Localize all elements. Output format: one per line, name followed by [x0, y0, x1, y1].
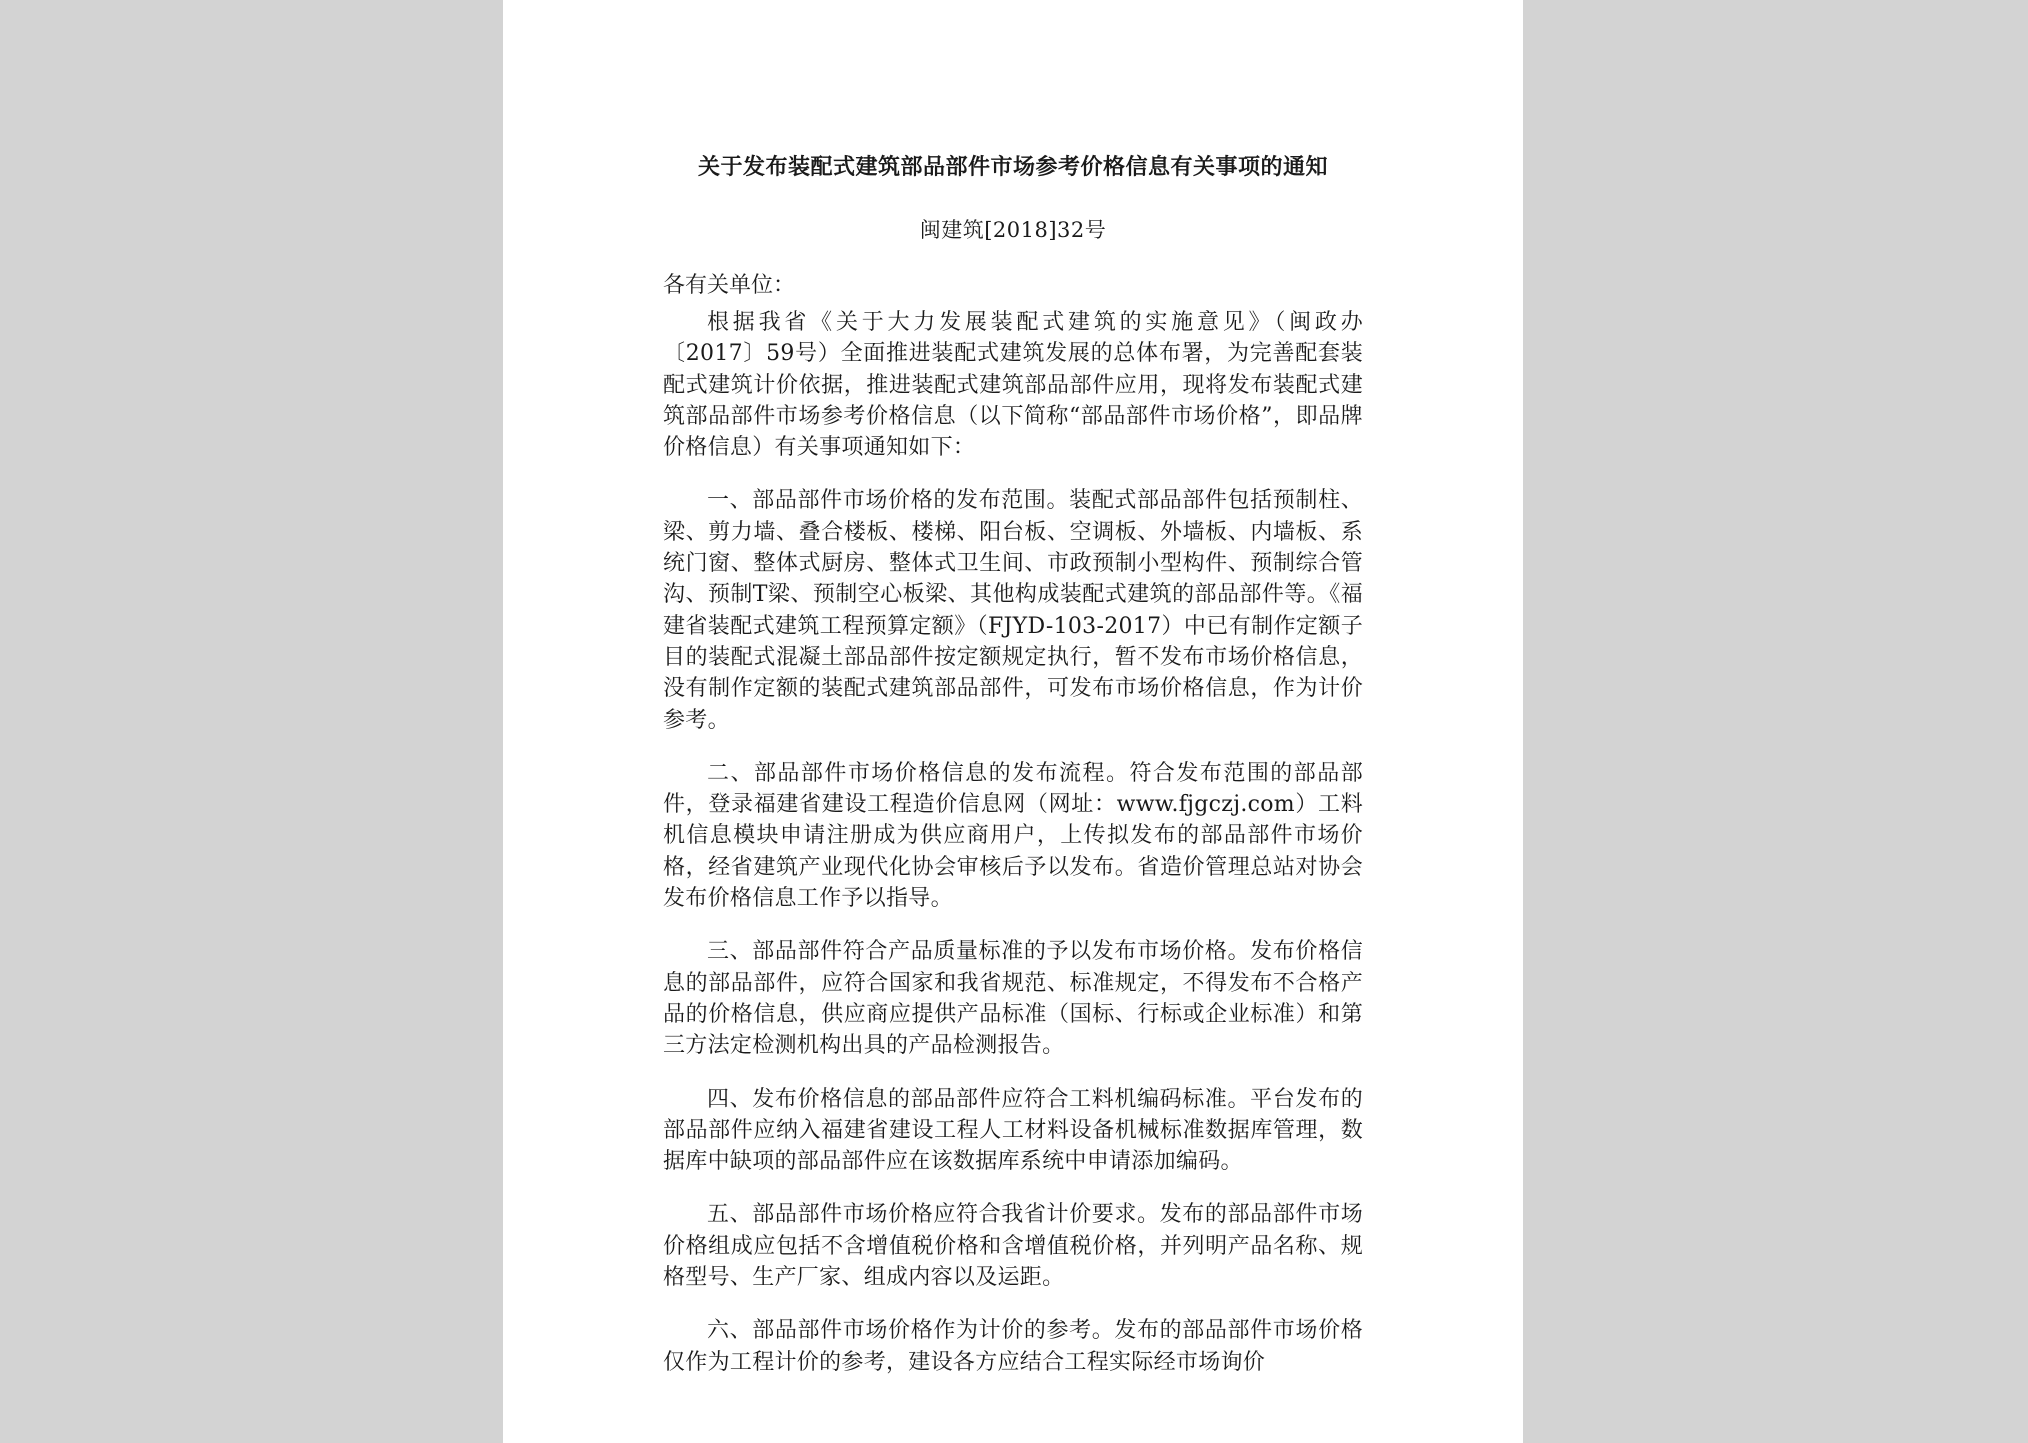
- paragraph-item-3: 三、部品部件符合产品质量标准的予以发布市场价格。发布价格信息的部品部件，应符合国家和我省规范、标准规定，不得发布不合格产品的价格信息，供应商应提供产品标准（国标、行标或企业标准）和第三方法定检测机构出具的产品检测报告。: [663, 939, 1363, 1059]
- paragraph-item-2: 二、部品部件市场价格信息的发布流程。符合发布范围的部品部件，登录福建省建设工程造价信息网（网址：www.fjgczj.com）工料机信息模块申请注册成为供应商用户，上传拟发布的部品部件市场价格，经省建筑产业现代化协会审核后予以发布。省造价管理总站对协会发布价格信息工作予以指导。: [663, 760, 1363, 912]
- document-title: 关于发布装配式建筑部品部件市场参考价格信息有关事项的通知: [697, 154, 1328, 180]
- paragraph-item-4: 四、发布价格信息的部品部件应符合工料机编码标准。平台发布的部品部件应纳入福建省建设工程人工材料设备机械标准数据库管理，数据库中缺项的部品部件应在该数据库系统中申请添加编码。: [663, 1086, 1363, 1175]
- paragraph-intro: 根据我省《关于大力发展装配式建筑的实施意见》（闽政办〔2017〕59号）全面推进装配式建筑发展的总体布署，为完善配套装配式建筑计价依据，推进装配式建筑部品部件应用，现将发布装配式建筑部品部件市场参考价格信息（以下简称“部品部件市场价格”，即品牌价格信息）有关事项通知如下：: [663, 310, 1363, 461]
- paragraph-item-6: 六、部品部件市场价格作为计价的参考。发布的部品部件市场价格仅作为工程计价的参考，建设各方应结合工程实际经市场询价: [663, 1318, 1363, 1375]
- document-number: 闽建筑[2018]32号: [919, 218, 1107, 242]
- document-page: [503, 0, 1523, 1443]
- paragraph-item-1: 一、部品部件市场价格的发布范围。装配式部品部件包括预制柱、梁、剪力墙、叠合楼板、楼梯、阳台板、空调板、外墙板、内墙板、系统门窗、整体式厨房、整体式卫生间、市政预制小型构件、预制综合管沟、预制T梁、预制空心板梁、其他构成装配式建筑的部品部件等。《福建省装配式建筑工程预算定额》（FJYD-103-2017）中已有制作定额子目的装配式混凝土部品部件按定额规定执行，暂不发布市场价格信息，没有制作定额的装配式建筑部品部件，可发布市场价格信息，作为计价参考。: [663, 488, 1363, 733]
- document-body: [663, 150, 1363, 1400]
- paragraph-item-5: 五、部品部件市场价格应符合我省计价要求。发布的部品部件市场价格组成应包括不含增值税价格和含增值税价格，并列明产品名称、规格型号、生产厂家、组成内容以及运距。: [663, 1202, 1363, 1291]
- salutation: 各有关单位：: [663, 273, 796, 298]
